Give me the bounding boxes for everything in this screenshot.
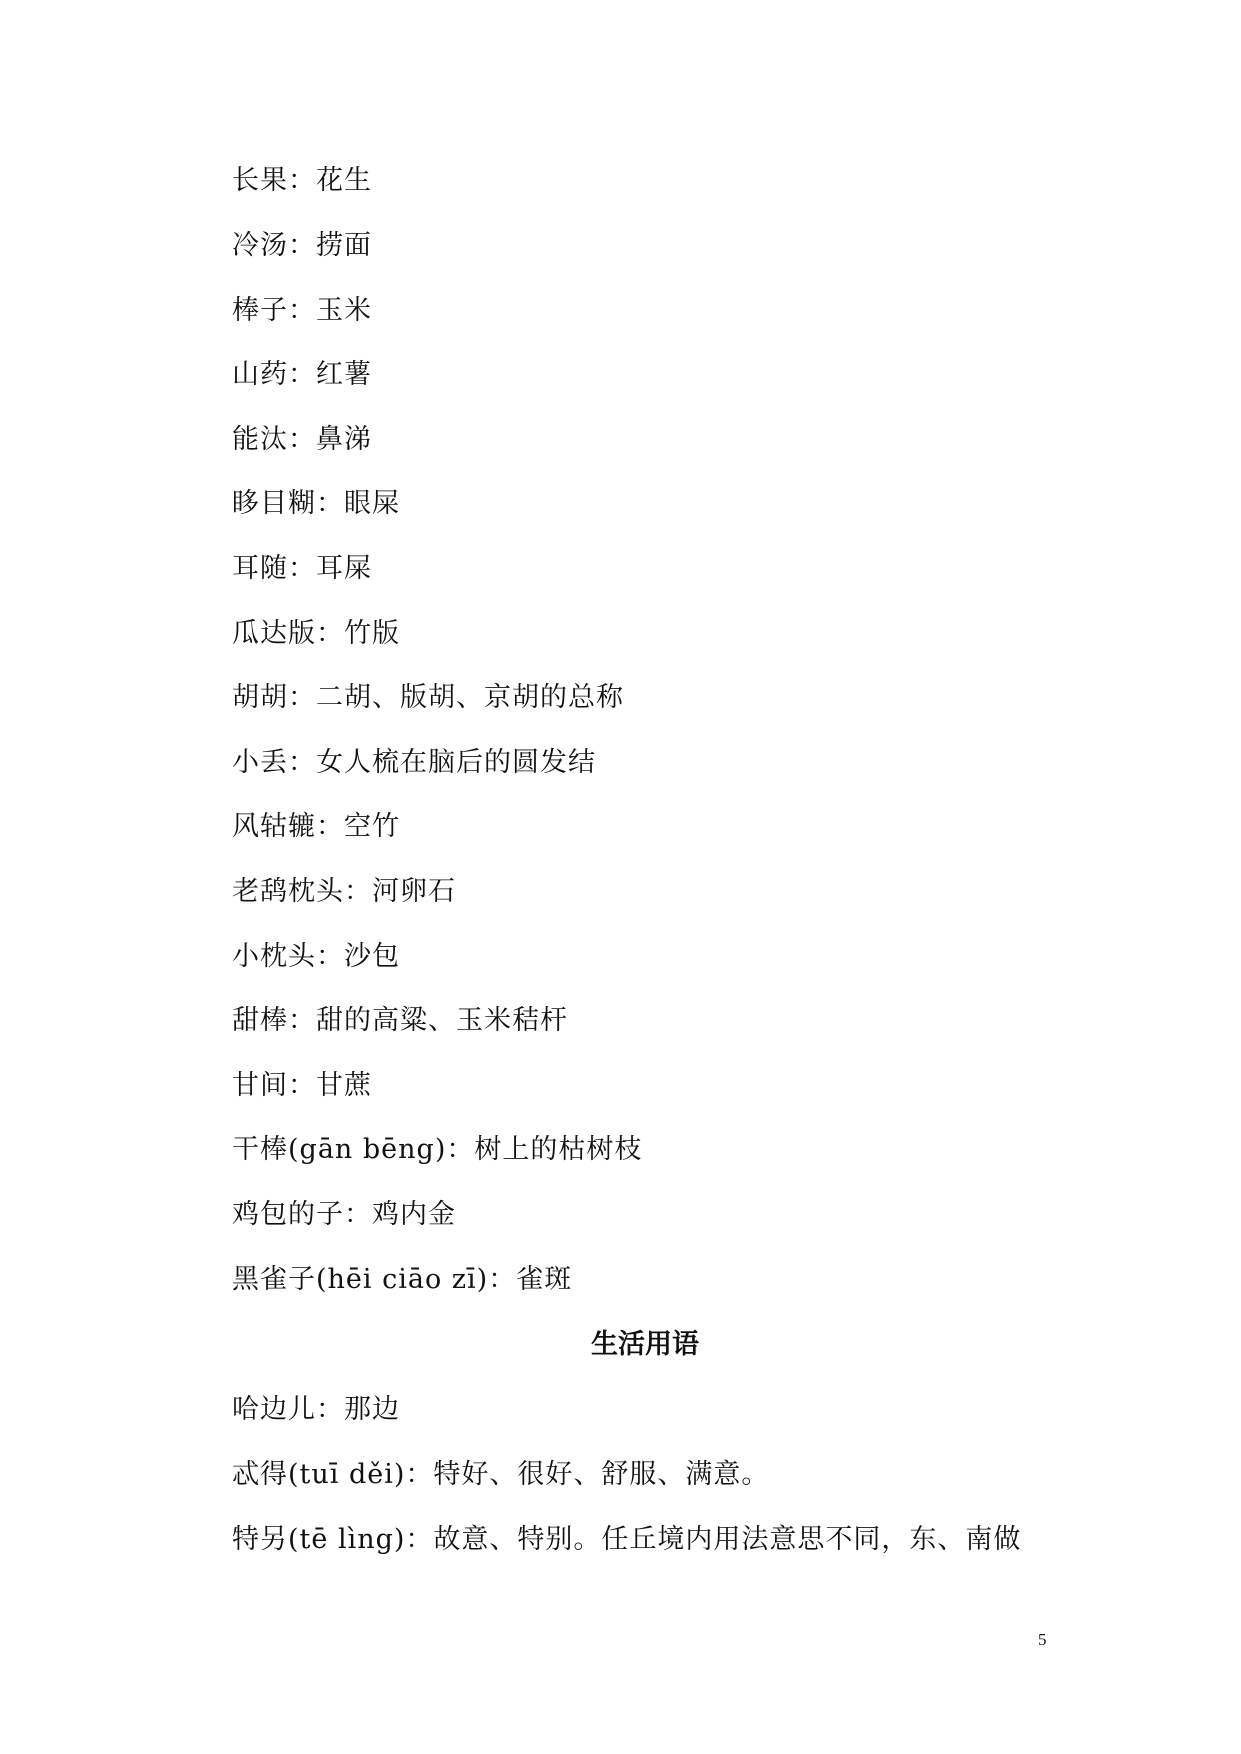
entry-nengtai: 能汰：鼻涕 xyxy=(232,424,372,455)
entry-changguo: 长果：花生 xyxy=(232,165,372,196)
entry-guadaban: 瓜达版：竹版 xyxy=(232,618,400,649)
entry-tuidei: 忒得(tuī děi)：特好、很好、舒服、满意。 xyxy=(232,1459,770,1490)
entry-huhu: 胡胡：二胡、版胡、京胡的总称 xyxy=(232,682,624,713)
page-number: 5 xyxy=(1038,1630,1047,1649)
entry-bangzi: 棒子：玉米 xyxy=(232,295,372,326)
entry-jibaodezi: 鸡包的子：鸡内金 xyxy=(232,1199,456,1230)
entry-habianer: 哈边儿：那边 xyxy=(232,1394,400,1425)
entry-tianbang: 甜棒：甜的高粱、玉米秸杆 xyxy=(232,1005,568,1036)
entry-laoguazhentou: 老鸹枕头：河卵石 xyxy=(232,876,456,907)
entry-ersui: 耳随：耳屎 xyxy=(232,553,372,584)
entry-xiaozhentou: 小枕头：沙包 xyxy=(232,941,400,972)
entry-chimuhu: 眵目糊：眼屎 xyxy=(232,488,400,519)
entry-ganjian: 甘间：甘蔗 xyxy=(232,1070,372,1101)
entry-fengguli: 风轱辘：空竹 xyxy=(232,811,400,842)
entry-shanyao: 山药：红薯 xyxy=(232,359,372,390)
entry-lengtang: 冷汤：捞面 xyxy=(232,230,372,261)
entry-heiquezi: 黑雀子(hēi ciāo zī)：雀斑 xyxy=(232,1264,573,1295)
section-heading: 生活用语 xyxy=(591,1329,699,1360)
entry-xiaodiu: 小丢：女人梳在脑后的圆发结 xyxy=(232,747,596,778)
entry-teling: 特另(tē lìng)：故意、特别。任丘境内用法意思不同，东、南做 xyxy=(232,1524,1022,1555)
entry-ganbang: 干棒(gān bēng)：树上的枯树枝 xyxy=(232,1134,643,1165)
